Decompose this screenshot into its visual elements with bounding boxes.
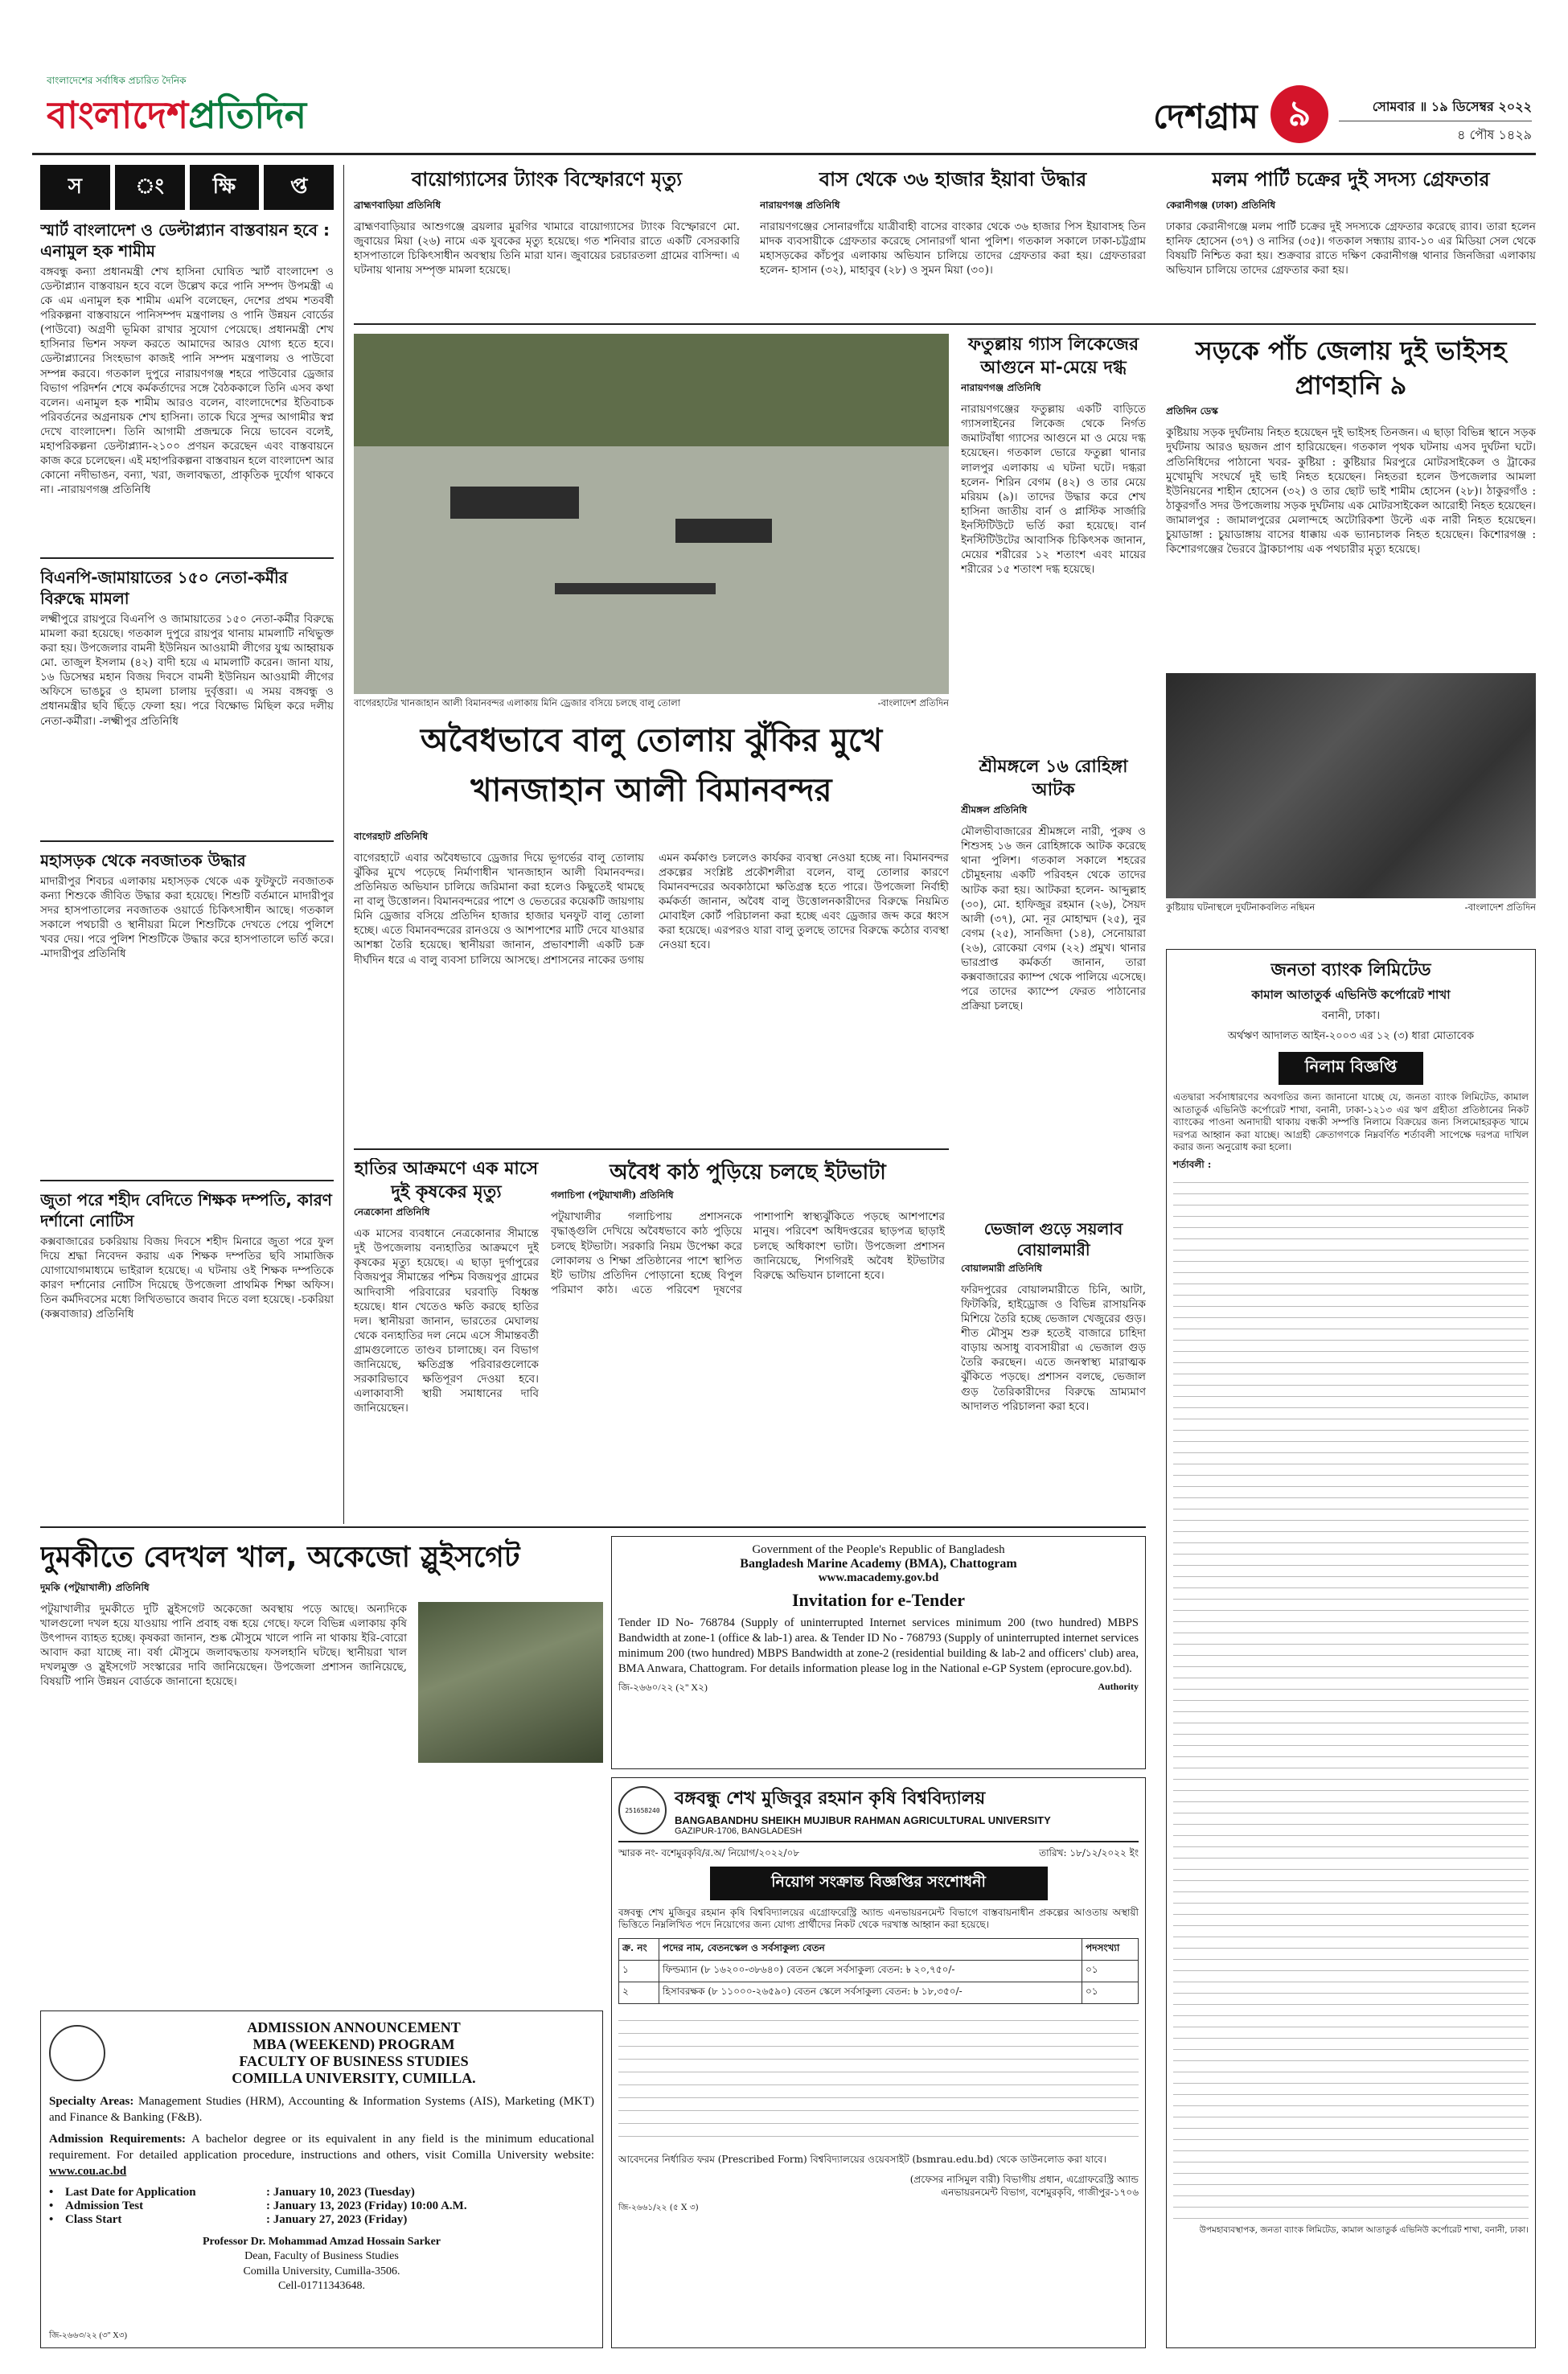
bangla-date: ৪ পৌষ ১৪২৯ (1339, 121, 1532, 146)
bank-name: জনতা ব্যাংক লিমিটেড (1270, 960, 1431, 980)
top-story-title[interactable]: মলম পার্টি চক্রের দুই সদস্য গ্রেফতার (1212, 168, 1490, 191)
elephant-story-credit: নেত্রকোনা প্রতিনিধি (354, 1206, 430, 1218)
brand-name-part1: বাংলাদেশ (47, 93, 189, 137)
university-name-en: BANGABANDHU SHEIKH MUJIBUR RAHMAN AGRICULTURAL UNIVERSITY (675, 1814, 1051, 1826)
sidebar-item-title[interactable]: মহাসড়ক থেকে নবজাতক উদ্ধার (40, 851, 246, 870)
lead-story-body-wrap (354, 828, 949, 1142)
sidebar-header-letter: ং (115, 165, 185, 210)
sidebar-item-title[interactable]: বিএনপি-জামায়াতের ১৫০ নেতা-কর্মীর বিরুদ্ধে মামলা (40, 568, 288, 608)
side-story-title[interactable]: ফতুল্লায় গ্যাস লিকেজের আগুনে মা-মেয়ে দগ্ধ (967, 335, 1139, 378)
bma-ad (611, 1536, 1146, 1769)
table-cell: ০১ (1082, 1982, 1139, 2003)
divider (354, 1148, 949, 1150)
comilla-signer-role: Dean, Faculty of Business Studies (244, 2250, 399, 2263)
lead-story-credit: বাগেরহাট প্রতিনিধি (354, 831, 429, 842)
university-memo: স্মারক নং- বশেমুরকৃবি/র.অ/ নিয়োগ/২০২২/০৮ (618, 1847, 800, 1859)
comilla-title2: MBA (WEEKEND) PROGRAM (252, 2036, 455, 2052)
right-story-photo-credit: -বাংলাদেশ প্রতিদিন (1464, 902, 1536, 914)
comilla-website[interactable]: www.cou.ac.bd (49, 2165, 127, 2178)
comilla-date-row: • Admission Test : January 13, 2023 (Friday) 10:00 A.M. (49, 2199, 467, 2213)
sidebar-header-letter: স (40, 165, 110, 210)
university-name-bn: বঙ্গবন্ধু শেখ মুজিবুর রহমান কৃষি বিশ্ববিদ্যালয় (675, 1789, 986, 1809)
bma-org: Bangladesh Marine Academy (BMA), Chattogram (740, 1557, 1017, 1571)
comilla-logo-icon (49, 2025, 105, 2081)
sidebar-item (40, 567, 334, 832)
university-fine-print (618, 2012, 1139, 2149)
divider (40, 1180, 334, 1181)
river-dredger-illustration (354, 334, 949, 694)
top-story (1166, 165, 1536, 318)
comilla-specialty-label: Specialty Areas: (49, 2095, 134, 2108)
comilla-title1: ADMISSION ANNOUNCEMENT (247, 2019, 461, 2035)
top-story-credit: নারায়ণগঞ্জ প্রতিনিধি (760, 199, 840, 211)
molasses-story-credit: বোয়ালমারী প্রতিনিধি (961, 1263, 1043, 1274)
university-table (618, 1938, 1139, 2004)
bma-ref: জি-২৬৬০/২২ (২'' X২) (618, 1682, 708, 1694)
right-story-photo-caption (1166, 901, 1536, 916)
side-story (961, 334, 1146, 756)
bma-body: Tender ID No- 768784 (Supply of uninterrupted Internet services minimum 200 (two hundred) MBPS Bandwidth at zone-1 (office & lab-1) area. & Tender ID No - 768793 (Supply of uninterrupted internet services minimum 200 (two hundred) MBPS Bandwidth at zone-2 (residential building & lab-2 and officers' club) area, BMA Anwara, Chattogram. For details information please log in the National e-GP System (eprocure.gov.bd). (618, 1616, 1139, 1675)
masthead-rule (32, 153, 1536, 155)
table-cell: হিসাবরক্ষক (৮ ১১০০০-২৬৫৯০) বেতন স্কেলে সর্বসাকুল্য বেতন: ৳ ১৮,৩৫০/- (659, 1982, 1082, 2003)
divider (40, 1526, 1146, 1528)
table-cell: ০১ (1082, 1960, 1139, 1982)
comilla-date-row: • Class Start : January 27, 2023 (Friday) (49, 2213, 408, 2227)
lead-photo-caption-text: বাগেরহাটের খানজাহান আলী বিমানবন্দর এলাকায় মিনি ড্রেজার বসিয়ে চলছে বালু তোলা (354, 697, 681, 709)
brick-story-credit: গলাচিপা (পটুয়াখালী) প্রতিনিধি (551, 1189, 674, 1201)
right-story (1166, 334, 1536, 945)
bottom-story-credit: দুমকি (পটুয়াখালী) প্রতিনিধি (40, 1582, 150, 1593)
top-story (760, 165, 1146, 318)
comilla-signer-org: Comilla University, Cumilla-3506. (243, 2265, 400, 2277)
table-row (619, 1982, 1139, 2003)
comilla-dates (49, 2186, 594, 2227)
sidebar-item (40, 1189, 334, 1495)
bank-branch: কামাল আতাতুর্ক এভিনিউ কর্পোরেট শাখা (1251, 988, 1451, 1002)
bma-gov: Government of the People's Republic of Bangladesh (752, 1543, 1005, 1556)
bank-footer: উপমহাব্যবস্থাপক, জনতা ব্যাংক লিমিটেড, কামাল আতাতুর্ক এভিনিউ কর্পোরেট শাখা, বনানী, ঢাকা। (1199, 2224, 1529, 2235)
bottom-story-body: পটুয়াখালীর দুমকীতে দুটি স্লুইসগেট অকেজো অবস্থায় পড়ে আছে। অন্যদিকে খালগুলো দখল হয়ে যাওয়ায় পানি প্রবাহ বন্ধ হয়ে গেছে। ফলে বিভিন্ন এলাকায় কৃষি উৎপাদন ব্যাহত হচ্ছে। কৃষকরা জানান, শুষ্ক মৌসুমে খালে পানি না থাকায় ইরি-বোরো আবাদ করা যাচ্ছে না। বর্ষা মৌসুমে জলাবদ্ধতায় ফসলহানি ঘটছে। স্থানীয়রা খাল দখলমুক্ত ও স্লুইসগেট সংস্কারের দাবি জানিয়েছেন। উপজেলা প্রশাসন জানিয়েছে, বিষয়টি পানি উন্নয়ন বোর্ডকে জানানো হয়েছে। (40, 1603, 407, 1689)
sidebar-header-letter: ক্ষি (190, 165, 260, 210)
right-story-title[interactable]: সড়কে পাঁচ জেলায় দুই ভাইসহ প্রাণহানি ৯ (1195, 335, 1507, 401)
brand-name-part2: প্রতিদিন (188, 93, 307, 137)
table-header: পদসংখ্যা (1082, 1938, 1139, 1960)
top-story-body: ব্রাহ্মণবাড়িয়ার আশুগঞ্জে ব্রয়লার মুরগির খামারে বায়োগ্যাসের ট্যাংক বিস্ফোরণে মো. জুবায়ের মিয়া (২৬) নামে এক যুবকের মৃত্যু হয়েছে। গত শনিবার রাতে একটি বেসরকারি হাসপাতালে চিকিৎসাধীন অবস্থায় তিনি মারা যান। জুবায়ের চরচারতলা গ্রামের বাসিন্দা। এ ঘটনায় থানায় সম্পৃক্ত মামলা হয়েছে। (354, 220, 740, 277)
university-body: বঙ্গবন্ধু শেখ মুজিবুর রহমান কৃষি বিশ্ববিদ্যালয়ের এগ্রোফরেস্ট্রি অ্যান্ড এনভায়রনমেন্ট বিভাগে বাস্তবায়নাধীন প্রকল্পের আওতায় অস্থায়ী ভিত্তিতে নিম্নলিখিত পদে নিয়োগের জন্য যোগ্য প্রার্থীদের নিকট থেকে দরখাস্ত আহ্বান করা হয়েছে। (618, 1906, 1139, 1931)
sidebar-item-body: লক্ষ্মীপুরে রায়পুরে বিএনপি ও জামায়াতের ১৫০ নেতা-কর্মীর বিরুদ্ধে মামলা করা হয়েছে। গতকাল দুপুরে রায়পুর থানায় মামলাটি নথিভুক্ত করা হয়। উপজেলার বামনী ইউনিয়ন আওয়ামী লীগের যুগ্ম আহ্বায়ক মো. তাজুল ইসলাম (৪২) বাদী হয়ে এ মামলাটি করেন। জানা যায়, ১৬ ডিসেম্বর মহান বিজয় দিবসে বামনী ইউনিয়ন আওয়ামী লীগের অফিসে ভাঙচুর ও হামলা চালায় দুর্বৃত্তরা। এ সময় বঙ্গবন্ধু ও প্রধানমন্ত্রীর ছবি ছিঁড়ে ফেলা হয়। পরে বিক্ষোভ মিছিল করে দলীয় নেতা-কর্মীরা। -লক্ষ্মীপুর প্রতিনিধি (40, 613, 334, 728)
bank-notice-title: নিলাম বিজ্ঞপ্তি (1279, 1052, 1423, 1085)
brick-story-body: পটুয়াখালীর গলাচিপায় প্রশাসনকে বৃদ্ধাঙ্গুলি দেখিয়ে অবৈধভাবে কাঠ পুড়িয়ে চলছে ইটভাটা। সরকারি নিয়ম উপেক্ষা করে লোকালয় ও শিক্ষা প্রতিষ্ঠানের পাশে স্থাপিত ইট ভাটায় প্রতিদিন পোড়ানো হচ্ছে বিপুল পরিমাণ কাঠ। এতে পরিবেশ দূষণের পাশাপাশি স্বাস্থ্যঝুঁকিতে পড়ছে আশপাশের মানুষ। পরিবেশ অধিদপ্তরের ছাড়পত্র ছাড়াই চলছে অধিকাংশ ভাটা। উপজেলা প্রশাসন জানিয়েছে, শিগগিরই অবৈধ ইটভাটার বিরুদ্ধে অভিযান চালানো হবে। (551, 1210, 945, 1296)
bank-terms-lines (1173, 1175, 1529, 2220)
molasses-story-body: ফরিদপুরের বোয়ালমারীতে চিনি, আটা, ফিটকিরি, হাইড্রোজ ও বিভিন্ন রাসায়নিক মিশিয়ে তৈরি হচ্ছে ভেজাল খেজুরের গুড়। শীত মৌসুম শুরু হতেই বাজারে চাহিদা বাড়ায় অসাধু ব্যবসায়ীরা এ ভেজাল গুড় তৈরি করছেন। এতে জনস্বাস্থ্য মারাত্মক ঝুঁকিতে পড়ছে। প্রশাসন বলছে, ভেজাল গুড় তৈরিকারীদের বিরুদ্ধে ভ্রাম্যমাণ আদালত পরিচালনা করা হবে। (961, 1284, 1146, 1413)
top-story-title[interactable]: বাস থেকে ৩৬ হাজার ইয়াবা উদ্ধার (819, 168, 1087, 191)
lead-headline-line1: অবৈধভাবে বালু তোলায় ঝুঁকির মুখে (420, 722, 883, 759)
section-title: দেশগ্রাম (1153, 97, 1258, 136)
elephant-story (354, 1158, 539, 1520)
sidebar-item-body: বঙ্গবন্ধু কন্যা প্রধানমন্ত্রী শেখ হাসিনা ঘোষিত স্মার্ট বাংলাদেশ ও ডেল্টাপ্ল্যান বাস্তবায়ন হবে বলে উল্লেখ করে পানি সম্পদ উপমন্ত্রী এ কে এম এনামুল হক শামীম এমপি বলেছেন, দেশের প্রথম শতবর্ষী পরিকল্পনা বাস্তবায়নে পানিসম্পদ মন্ত্রণালয় ও পানি উন্নয়ন বোর্ডের (পাউবো) অগ্রণী ভূমিকা রাখার সুযোগ পেয়েছে। প্রধানমন্ত্রী শেখ হাসিনার ভিশন সফল করতে আমাদের আরও যোগ্য হতে হবে। ডেল্টাপ্ল্যানের সিংহভাগ কাজই পানি সম্পদ মন্ত্রণালয় ও পাউবো সম্পন্ন করবে। গতকাল দুপুরে নারায়ণগঞ্জ শহরে পাউবোর ড্রেজার বিভাগ পরিদর্শন শেষে কর্মকর্তাদের সঙ্গে বৈঠককালে তিনি এসব কথা বলেন। এনামুল হক শামীম আরও বলেন, বাংলাদেশের ইতিবাচক পরিবর্তনের অগ্রনায়ক শেখ হাসিনা। তাকে ঘিরে সুন্দর আগামীর স্বপ্ন দেখে বাংলাদেশ। তিনি আগামী প্রজন্মকে নিয়ে ভাবেন বলেই, মহাপরিকল্পনা ডেল্টাপ্ল্যান-২১০০ প্রণয়ন করেছেন এবং বাস্তবায়নে কাজ করে চলেছেন। এই মহাপরিকল্পনা বাস্তবায়ন হলে বাংলাদেশ আর কোনো নদীভাঙন, বন্যা, খরা, জলাবদ্ধতা, প্রাকৃতিক দুর্যোগ থাকবে না। -নারায়ণগঞ্জ প্রতিনিধি (40, 265, 334, 497)
top-story-title[interactable]: বায়োগ্যাসের ট্যাংক বিস্ফোরণে মৃত্যু (411, 168, 683, 191)
comilla-specialty: Management Studies (HRM), Accounting & Information Systems (AIS), Marketing (MKT) and Finance & Banking (F&B). (49, 2095, 594, 2125)
bottom-story (40, 1536, 603, 2002)
divider (40, 557, 334, 559)
university-ad (611, 1777, 1146, 2348)
top-row-rule (354, 323, 1536, 325)
sidebar-item-body: মাদারীপুর শিবচর এলাকায় মহাসড়ক থেকে এক ফুটফুটে নবজাতক কন্যা শিশুকে জীবিত উদ্ধার করা হয়েছে। শিশুটি বর্তমানে মাদারীপুর সদর হাসপাতালের নবজাতক ওয়ার্ডে চিকিৎসাধীন আছে। গতকাল সকালে পথচারী ও স্থানীয়রা মিলে শিশুটিকে দেখতে পেয়ে পুলিশে খবর দেয়। পরে পুলিশ শিশুটিকে উদ্ধার করে হাসপাতালে ভর্তি করে। -মাদারীপুর প্রতিনিধি (40, 875, 334, 961)
lead-story-body: বাগেরহাটে এবার অবৈধভাবে ড্রেজার দিয়ে ভূগর্ভের বালু তোলায় ঝুঁকির মুখে পড়েছে নির্মাণাধীন খানজাহান আলী বিমানবন্দর। প্রতিনিয়ত অভিযান চালিয়ে জরিমানা করা হলেও কিছুতেই থামছে না বালু উত্তোলন। বিমানবন্দরের পাশে ও ভেতরের কয়েকটি জায়গায় মিনি ড্রেজার বসিয়ে প্রতিদিন হাজার হাজার ঘনফুট বালু তোলা হচ্ছে। এতে বিমানবন্দরের রানওয়ে ও আশপাশের মাটি দেবে যাওয়ার আশঙ্কা তৈরি হয়েছে। স্থানীয়রা জানান, প্রভাবশালী একটি চক্র দীর্ঘদিন ধরে এ বালু ব্যবসা চালিয়ে আসছে। প্রশাসনের নাকের ডগায় এমন কর্মকাণ্ড চললেও কার্যকর ব্যবস্থা নেওয়া হচ্ছে না। বিমানবন্দর প্রকল্পের সংশ্লিষ্ট প্রকৌশলীরা বলেন, বালু তোলার কারণে বিমানবন্দরের অবকাঠামো ক্ষতিগ্রস্ত হতে পারে। উপজেলা নির্বাহী কর্মকর্তা জানান, অবৈধ বালু উত্তোলনকারীদের বিরুদ্ধে নিয়মিত মোবাইল কোর্ট পরিচালনা করা হচ্ছে এবং ড্রেজার জব্দ করে ধ্বংস করা হয়েছে। এরপরও যারা বালু তুলছে তাদের বিরুদ্ধে কঠোর ব্যবস্থা নেওয়া হবে। (354, 852, 949, 967)
comilla-date-value: : January 10, 2023 (Tuesday) (266, 2186, 415, 2199)
comilla-date-label: Class Start (65, 2213, 122, 2227)
university-signer: (প্রফেসর নাসিমুল বারী) বিভাগীয় প্রধান, এগ্রোফরেস্ট্রি অ্যান্ড এনভায়রনমেন্ট বিভাগ, বশেমুরকৃবি, গাজীপুর-১৭০৬ (909, 2174, 1139, 2198)
date-line: সোমবার ॥ ১৯ ডিসেম্বর ২০২২ (1372, 99, 1532, 114)
university-code: 251658240 (625, 1806, 660, 1814)
right-story-body: কুষ্টিয়ায় সড়ক দুর্ঘটনায় নিহত হয়েছেন দুই ভাইসহ তিনজন। এ ছাড়া বিভিন্ন স্থানে সড়ক দুর্ঘটনায় আরও ছয়জন প্রাণ হারিয়েছেন। গতকাল পৃথক ঘটনায় এসব দুর্ঘটনা ঘটে। প্রতিনিধিদের পাঠানো খবর- কুষ্টিয়া : কুষ্টিয়ার মিরপুরে মোটরসাইকেল ও ট্রাকের মুখোমুখি সংঘর্ষে দুই ভাই নিহত হয়েছেন। নিহতরা হলেন উপজেলার আমলা ইউনিয়নের শাহীন হোসেন (৩২) ও তার ছোট ভাই শামীম হোসেন (২৮)। ঠাকুরগাঁও : ঠাকুরগাঁও সদর উপজেলায় সড়ক দুর্ঘটনায় এক মোটরসাইকেল আরোহী নিহত হয়েছেন। জামালপুর : জামালপুরের মেলান্দহে অটোরিকশা উল্টে এক নারী নিহত হয়েছেন। চুয়াডাঙ্গা : চুয়াডাঙ্গায় বাসের ধাক্কায় এক ভ্যানচালক নিহত হয়েছেন। কিশোরগঞ্জ : কিশোরগঞ্জের ভৈরবে ট্রাকচাপায় এক পথচারীর মৃত্যু হয়েছে। (1166, 426, 1536, 556)
sidebar-header (40, 165, 334, 210)
rohingya-story (961, 756, 1146, 1214)
brick-story (551, 1158, 945, 1520)
lead-photo-caption (354, 696, 949, 713)
comilla-title4: COMILLA UNIVERSITY, CUMILLA. (232, 2070, 476, 2086)
brand-tagline: বাংলাদেশের সর্বাধিক প্রচারিত দৈনিক (47, 75, 187, 86)
bma-title: Invitation for e-Tender (791, 1590, 966, 1610)
side-story-credit: নারায়ণগঞ্জ প্রতিনিধি (961, 382, 1041, 394)
comilla-ad (40, 2011, 603, 2348)
bank-body: এতদ্বারা সর্বসাধারণের অবগতির জন্য জানানো যাচ্ছে যে, জনতা ব্যাংক লিমিটেড, কামাল আতাতুর্ক এভিনিউ কর্পোরেট শাখা, বনানী, ঢাকা-১২১৩ এর ঋণ গ্রহীতা প্রতিষ্ঠানের নিকট ব্যাংকের পাওনা অনাদায়ী থাকায় বন্ধকী সম্পত্তি নিলামে বিক্রয়ের জন্য সিলমোহরকৃত খামে দরপত্র আহ্বান করা যাচ্ছে। আগ্রহী ক্রেতাগণকে নিম্নবর্ণিত শর্তাবলী সাপেক্ষে দরপত্র দাখিল করার জন্য অনুরোধ করা হলো। (1173, 1091, 1529, 1153)
comilla-signer: Professor Dr. Mohammad Amzad Hossain Sarker (202, 2236, 441, 2249)
comilla-date-label: Last Date for Application (65, 2186, 196, 2199)
university-title: নিয়োগ সংক্রান্ত বিজ্ঞপ্তির সংশোধনী (710, 1867, 1048, 1900)
comilla-date-label: Admission Test (65, 2199, 144, 2213)
table-cell: ফিল্ডম্যান (৮ ১৬২০০-৩৮৬৪০) বেতন স্কেলে সর্বসাকুল্য বেতন: ৳ ২০,৭৫০/- (659, 1960, 1082, 1982)
elephant-story-title[interactable]: হাতির আক্রমণে এক মাসে দুই কৃষকের মৃত্যু (354, 1159, 539, 1202)
column-rule (343, 165, 344, 1524)
lead-headline[interactable] (354, 716, 949, 820)
page-number-badge (1270, 85, 1328, 143)
comilla-title3: FACULTY OF BUSINESS STUDIES (239, 2053, 469, 2069)
university-ref: জি-২৬৬১/২২ (৫ X ৩) (618, 2202, 699, 2212)
divider (40, 840, 334, 842)
bottom-story-photo (418, 1602, 603, 1763)
rohingya-story-credit: শ্রীমঙ্গল প্রতিনিধি (961, 804, 1028, 816)
comilla-req: A bachelor degree or its equivalent in any field is the minimum educational requirement. For detailed application procedure, instructions and others, visit Comilla University website: (49, 2132, 594, 2162)
top-story-body: নারায়ণগঞ্জের সোনারগাঁয়ে যাত্রীবাহী বাসের বাংকার থেকে ৩৬ হাজার পিস ইয়াবাসহ তিন মাদক ব্যবসায়ীকে গ্রেফতার করেছে সোনারগাঁ থানা পুলিশ। গতকাল সকালে ঢাকা-চট্টগ্রাম মহাসড়কের কাঁচপুর এলাকায় অভিযান চালিয়ে তাদের গ্রেফতার করা হয়। গ্রেফতাররা হলেন- হাসান (৩২), মাহাবুব (২৮) ও সুমন মিয়া (৩০)। (760, 220, 1146, 277)
sidebar-item-title[interactable]: জুতা পরে শহীদ বেদিতে শিক্ষক দম্পতি, কারণ দর্শানো নোটিস (40, 1190, 332, 1230)
comilla-date-row: • Last Date for Application : January 10, 2023 (Tuesday) (49, 2186, 415, 2199)
table-row (619, 1960, 1139, 1982)
molasses-story (961, 1218, 1146, 1520)
table-cell: ১ (619, 1960, 659, 1982)
right-story-credit: প্রতিদিন ডেস্ক (1166, 405, 1218, 417)
lead-headline-line2: খানজাহান আলী বিমানবন্দর (470, 772, 832, 809)
bma-footer (618, 1681, 1139, 1697)
bank-ad (1166, 949, 1536, 2348)
comilla-cell: Cell-01711343648. (278, 2279, 365, 2292)
bank-law-line: অর্থঋণ আদালত আইন-২০০৩ এর ১২ (৩) ধারা মোতাবেক (1227, 1030, 1475, 1042)
top-story-credit: কেরানীগঞ্জ (ঢাকা) প্রতিনিধি (1166, 199, 1276, 211)
brand-logo[interactable] (47, 87, 352, 143)
sidebar-item (40, 220, 334, 549)
sidebar-item (40, 850, 334, 1172)
bank-area: বনানী, ঢাকা। (1321, 1009, 1381, 1022)
comilla-req-label: Admission Requirements: (49, 2132, 187, 2146)
university-date: তারিখ: ১৮/১২/২০২২ ইং (1039, 1847, 1139, 1859)
molasses-story-title[interactable]: ভেজাল গুড়ে সয়লাব বোয়ালমারী (983, 1219, 1123, 1259)
university-address: GAZIPUR-1706, BANGLADESH (675, 1826, 802, 1836)
top-story (354, 165, 740, 318)
masthead (0, 0, 1568, 173)
rohingya-story-body: মৌলভীবাজারের শ্রীমঙ্গলে নারী, পুরুষ ও শিশুসহ ১৬ জন রোহিঙ্গাকে আটক করেছে থানা পুলিশ। গতকাল সকালে শহরের চৌমুহনায় একটি পরিবহন থেকে তাদের আটক করা হয়। আটকরা হলেন- আব্দুল্লাহ (৩০), মো. হাফিজুর রহমান (২৬), সৈয়দ আলী (৩৭), মো. নূর মোহাম্মদ (২৫), নুর বেগম (২৫), সানজিদা (১৪), সেনোয়ারা (২৬), রোকেয়া বেগম (২২) প্রমুখ। থানার ভারপ্রাপ্ত কর্মকর্তা জানান, তারা কক্সবাজারের ক্যাম্প থেকে পালিয়ে এসেছে। পরে তাদের ক্যাম্পে ফেরত পাঠানোর প্রক্রিয়া চলছে। (961, 825, 1146, 1013)
elephant-story-body: এক মাসের ব্যবধানে নেত্রকোনার সীমান্তে দুই উপজেলায় বন্যহাতির আক্রমণে দুই কৃষকের মৃত্যু হয়েছে। এ ছাড়া দুর্গাপুরের বিজয়পুর সীমান্তের পশ্চিম বিজয়পুর গ্রামের আদিবাসী পরিবারের ঘরবাড়ি বিধ্বস্ত হয়েছে। ধান খেতেও ক্ষতি করছে হাতির দল। স্থানীয়রা জানান, ভারতের মেঘালয় থেকে বন্যহাতির দল নেমে এসে সীমান্তবর্তী গ্রামগুলোতে তাণ্ডব চালাচ্ছে। বন বিভাগ জানিয়েছে, ক্ষতিগ্রস্ত পরিবারগুলোকে সরকারিভাবে ক্ষতিপূরণ দেওয়া হবে। এলাকাবাসী স্থায়ী সমাধানের দাবি জানিয়েছেন। (354, 1227, 539, 1415)
top-story-credit: ব্রাহ্মণবাড়িয়া প্রতিনিধি (354, 199, 441, 211)
top-story-body: ঢাকার কেরানীগঞ্জে মলম পার্টি চক্রের দুই সদস্যকে গ্রেফতার করেছে র‌্যাব। তারা হলেন হানিফ হোসেন (৩৭) ও নাসির (৩৫)। গতকাল সন্ধ্যায় র‌্যাব-১০ এর মিডিয়া সেল থেকে বিষয়টি নিশ্চিত করা হয়। শুক্রবার রাতে দক্ষিণ কেরানীগঞ্জ থানার জিনজিরা এলাকায় অভিযান চালিয়ে তাদের গ্রেফতার করা হয়। (1166, 220, 1536, 277)
lead-photo-credit: -বাংলাদেশ প্রতিদিন (877, 697, 949, 709)
bma-url[interactable]: www.macademy.gov.bd (818, 1571, 939, 1584)
table-cell: ২ (619, 1982, 659, 2003)
right-story-photo (1166, 673, 1536, 898)
rohingya-story-title[interactable]: শ্রীমঙ্গলে ১৬ রোহিঙ্গা আটক (979, 757, 1128, 800)
bottom-story-title[interactable]: দুমকীতে বেদখল খাল, অকেজো স্লুইসগেট (40, 1541, 520, 1574)
university-logo-icon (618, 1786, 667, 1834)
sidebar-item-body: কক্সবাজারের চকরিয়ায় বিজয় দিবসে শহীদ মিনারে জুতা পরে ফুল দিয়ে শ্রদ্ধা নিবেদন করায় এক শিক্ষক দম্পতির ছবি সামাজিক যোগাযোগমাধ্যমে ভাইরাল হয়েছে। এ ঘটনায় ওই শিক্ষক দম্পতিকে কারণ দর্শানোর নোটিস দিয়েছে উপজেলা প্রাথমিক শিক্ষা অফিস। তিন কর্মদিবসের মধ্যে লিখিতভাবে জবাব দিতে বলা হয়েছে। -চকরিয়া (কক্সবাজার) প্রতিনিধি (40, 1235, 334, 1321)
table-header: ক্র. নং (619, 1938, 659, 1960)
university-footer-note: আবেদনের নির্ধারিত ফরম (Prescribed Form) বিশ্ববিদ্যালয়ের ওয়েবসাইট (bsmrau.edu.bd) থেকে ডাউনলোড করা যাবে। (618, 2153, 1106, 2165)
brick-story-title[interactable]: অবৈধ কাঠ পুড়িয়ে চলছে ইটভাটা (610, 1160, 886, 1185)
sidebar-item-title[interactable]: স্মার্ট বাংলাদেশ ও ডেল্টাপ্ল্যান বাস্তবায়ন হবে : এনামুল হক শামীম (40, 220, 330, 261)
bank-terms-title: শর্তাবলী : (1173, 1158, 1212, 1170)
comilla-ref: জি-২৬৬৩/২২ (৩'' X৩) (49, 2331, 128, 2340)
side-story-body: নারায়ণগঞ্জের ফতুল্লায় একটি বাড়িতে গ্যাসলাইনের লিকেজ থেকে নির্গত জমাটবাঁধা গ্যাসের আগুনে মা ও মেয়ে দগ্ধ হয়েছেন। গতকাল ভোরে ফতুল্লা থানার লালপুর এলাকায় এ ঘটনা ঘটে। দগ্ধরা হলেন- শিরিন বেগম (৪২) ও তার মেয়ে মরিয়ম (৯)। তাদের উদ্ধার করে শেখ হাসিনা জাতীয় বার্ন ও প্লাস্টিক সার্জারি ইনস্টিটিউটে ভর্তি করা হয়েছে। বার্ন ইনস্টিটিউটের আবাসিক চিকিৎসক জানান, মেয়ের শরীরের ১২ শতাংশ এবং মায়ের শরীরের ১৫ শতাংশ দগ্ধ হয়েছে। (961, 403, 1146, 577)
sidebar (40, 165, 334, 1516)
comilla-date-value: : January 13, 2023 (Friday) 10:00 A.M. (266, 2199, 467, 2213)
comilla-date-value: : January 27, 2023 (Friday) (266, 2213, 408, 2227)
page-number: ৯ (1287, 93, 1311, 134)
table-header: পদের নাম, বেতনস্কেল ও সর্বসাকুল্য বেতন (659, 1938, 1082, 1960)
right-story-photo-caption-text: কুষ্টিয়ায় ঘটনাস্থলে দুর্ঘটনাকবলিত নছিমন (1166, 902, 1316, 914)
sidebar-header-letter: প্ত (264, 165, 334, 210)
lead-photo (354, 334, 949, 694)
bma-sign: Authority (1098, 1681, 1139, 1693)
